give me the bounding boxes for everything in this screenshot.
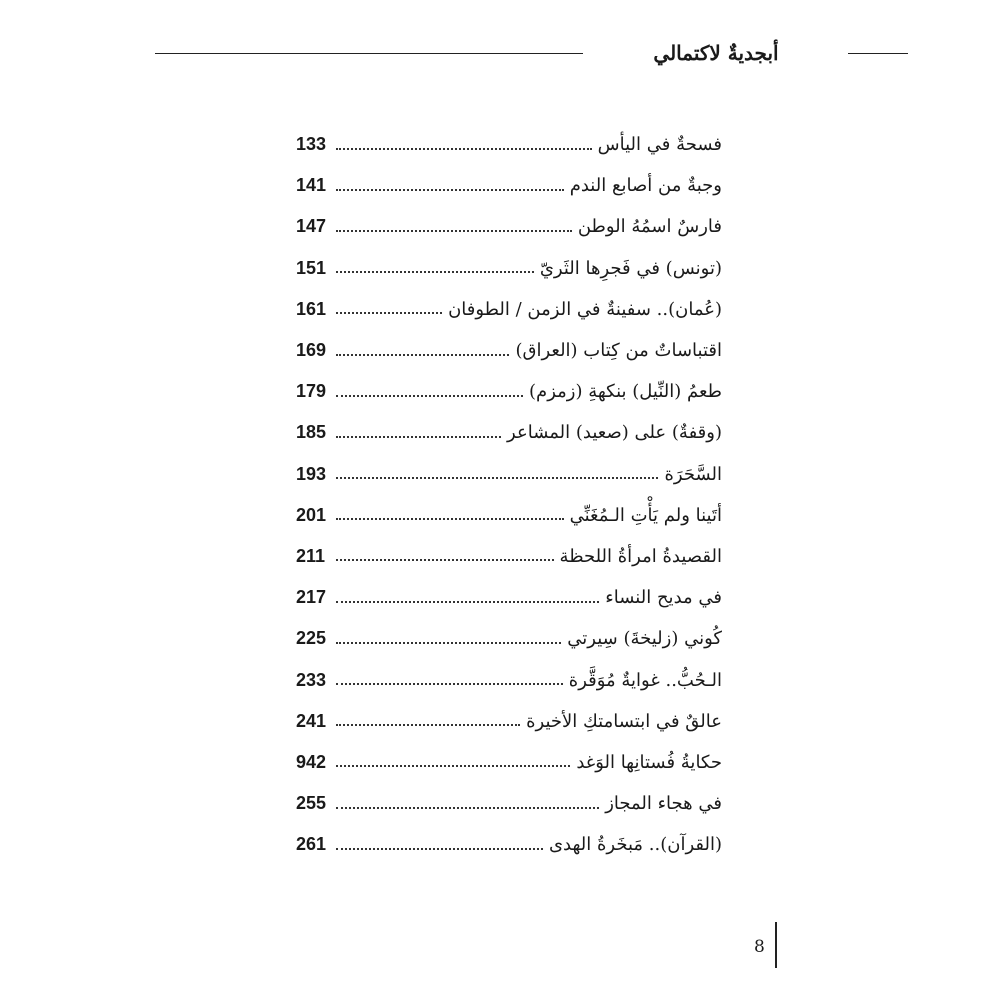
toc-row[interactable]: [290, 701, 722, 742]
toc-page-number: 201: [296, 504, 327, 525]
toc-row[interactable]: [290, 577, 722, 618]
toc-row[interactable]: [290, 289, 722, 330]
dot-leader: [336, 312, 442, 314]
toc-page-number: 133: [296, 134, 327, 155]
dot-leader: [336, 683, 563, 685]
toc-page-number: 261: [296, 834, 327, 855]
toc-row[interactable]: [290, 124, 722, 165]
toc-row[interactable]: [290, 371, 722, 412]
toc-page-number: 147: [296, 216, 327, 237]
toc-entry-title: (عُمان).. سفينةٌ في الزمن / الطوفان: [448, 298, 722, 320]
toc-row[interactable]: [290, 454, 722, 495]
toc-entry-title: (تونس) في فَجرِها الثَريّ: [539, 257, 722, 279]
toc-row[interactable]: [290, 824, 722, 865]
toc-page-number: 241: [296, 710, 327, 731]
book-title: أبجديةٌ لاكتمالي: [653, 41, 779, 65]
dot-leader: [336, 230, 572, 232]
toc-row[interactable]: [290, 165, 722, 206]
dot-leader: [336, 848, 543, 850]
toc-page-number: 193: [296, 463, 327, 484]
toc-page-number: 225: [296, 628, 327, 649]
toc-page-number: 211: [296, 545, 326, 566]
dot-leader: [336, 642, 561, 644]
toc-page-number: 185: [296, 422, 327, 443]
toc-entry-title: السَّحَرَة: [664, 463, 722, 485]
toc-row[interactable]: [290, 412, 722, 453]
toc-entry-title: الـحُبُّ.. غوايةٌ مُوَقَّرة: [568, 669, 722, 691]
toc-row[interactable]: [290, 330, 722, 371]
toc-entry-title: فارسٌ اسمُهُ الوطن: [577, 216, 722, 238]
toc-entry-title: اقتباساتٌ من كِتاب (العراق): [515, 340, 722, 362]
toc-row[interactable]: [290, 618, 722, 659]
dot-leader: [336, 395, 523, 397]
dot-leader: [336, 354, 509, 356]
toc-entry-title: وجبةٌ من أصابع الندم: [569, 175, 722, 197]
toc-page-number: 942: [296, 751, 327, 772]
dot-leader: [336, 189, 564, 191]
dot-leader: [336, 148, 592, 150]
header-rule-right: [848, 53, 908, 54]
toc-entry-title: (القرآن).. مَبخَرةُ الهدى: [548, 834, 722, 856]
page-number: 8: [754, 937, 765, 957]
toc-entry-title: في مديح النساء: [605, 587, 722, 609]
toc-page-number: 217: [296, 587, 327, 608]
toc-row[interactable]: [290, 659, 722, 700]
toc-page-number: 169: [296, 340, 327, 361]
toc-page-number: 151: [296, 257, 327, 278]
dot-leader: [336, 807, 599, 809]
toc-row[interactable]: [290, 783, 722, 824]
header-rule-left: [155, 53, 583, 54]
footer-rule: [775, 922, 777, 968]
dot-leader: [336, 271, 534, 273]
dot-leader: [336, 518, 564, 520]
toc-page-number: 141: [296, 175, 327, 196]
toc-entry-title: طعمُ (النِّيل) بنكهةِ (زمزم): [529, 381, 722, 403]
toc-entry-title: عالقٌ في ابتسامتكِ الأخيرة: [526, 710, 722, 732]
toc-row[interactable]: [290, 742, 722, 783]
dot-leader: [336, 765, 570, 767]
dot-leader: [336, 601, 599, 603]
toc-page-number: 179: [296, 381, 327, 402]
toc-entry-title: حكايةُ فُستانِها الوَغد: [576, 751, 722, 773]
table-of-contents: [290, 124, 722, 865]
toc-entry-title: (وقفةٌ) على (صعيد) المشاعر: [507, 422, 722, 444]
running-header: [155, 40, 779, 66]
toc-entry-title: القصيدةُ امرأةُ اللحظة: [559, 545, 722, 567]
toc-page-number: 161: [296, 298, 327, 319]
toc-row[interactable]: [290, 495, 722, 536]
dot-leader: [336, 724, 520, 726]
dot-leader: [336, 436, 501, 438]
dot-leader: [336, 559, 554, 561]
toc-page-number: 255: [296, 793, 327, 814]
toc-entry-title: أتَينا ولم يَأْتِ الـمُغَنِّي: [569, 504, 722, 526]
toc-page-number: 233: [296, 669, 327, 690]
toc-row[interactable]: [290, 536, 722, 577]
toc-entry-title: كُوني (زليخةَ) سِيرتي: [567, 628, 722, 650]
toc-entry-title: فسحةٌ في اليأس: [597, 134, 722, 156]
toc-row[interactable]: [290, 206, 722, 247]
toc-row[interactable]: [290, 248, 722, 289]
toc-entry-title: في هجاء المجاز: [605, 793, 722, 815]
dot-leader: [336, 477, 658, 479]
